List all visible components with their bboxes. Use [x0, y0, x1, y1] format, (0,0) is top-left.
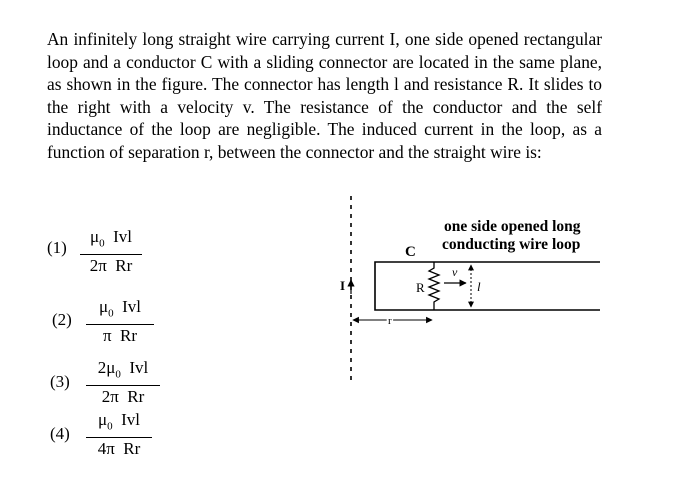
option-1-den-vars: Rr [115, 256, 133, 276]
option-1-num-vars: Ivl [113, 227, 132, 246]
connector-resistor [429, 262, 439, 310]
option-2-den-vars: Rr [120, 326, 138, 346]
option-2-number: (2) [52, 310, 72, 329]
label-current: I [340, 278, 346, 293]
option-4-number: (4) [50, 424, 70, 443]
label-separation: r [388, 315, 392, 327]
option-3-fraction: $2\mu_0$ Ivl 2π Rr [86, 358, 160, 408]
option-1-den-coef: 2π [89, 256, 107, 276]
label-c: C [405, 244, 416, 260]
option-2-num-vars: Ivl [122, 297, 141, 316]
open-loop [375, 262, 600, 310]
option-3-num-coef: 2 [97, 358, 107, 377]
option-4-num-vars: Ivl [121, 410, 140, 429]
option-4-den-coef: 4π [97, 439, 115, 459]
option-3-number: (3) [50, 372, 70, 391]
label-resistor: R [416, 280, 425, 295]
option-3-den-vars: Rr [127, 387, 145, 407]
option-2-den-coef: π [102, 326, 112, 346]
figure-caption-line2: conducting wire loop [442, 236, 581, 253]
option-3-den-coef: 2π [101, 387, 119, 407]
option-4-den-vars: Rr [123, 439, 141, 459]
option-1-number: (1) [47, 238, 67, 257]
label-length: l [477, 279, 481, 294]
question-text: An infinitely long straight wire carrying current I, one side opened rectangular loop and a conductor C with a sliding connector are located in the same plane, as shown in the figure. The connector has length l and resistance R. It slides to the right with a velocity v. The resistance of the conductor and the self inductance of the loop are negligible. The induced current in the loop, as a function of separation r, between the connector and the straight wire is: [47, 29, 602, 162]
option-1-fraction: $\mu_0$ Ivl 2π Rr [80, 227, 142, 277]
option-2-fraction: $\mu_0$ Ivl π Rr [86, 297, 154, 347]
option-3-num-vars: Ivl [129, 358, 149, 377]
label-velocity: v [452, 265, 458, 279]
option-4-fraction: $\mu_0$ Ivl 4π Rr [86, 410, 152, 460]
figure-caption-line1: one side opened long [444, 218, 581, 235]
